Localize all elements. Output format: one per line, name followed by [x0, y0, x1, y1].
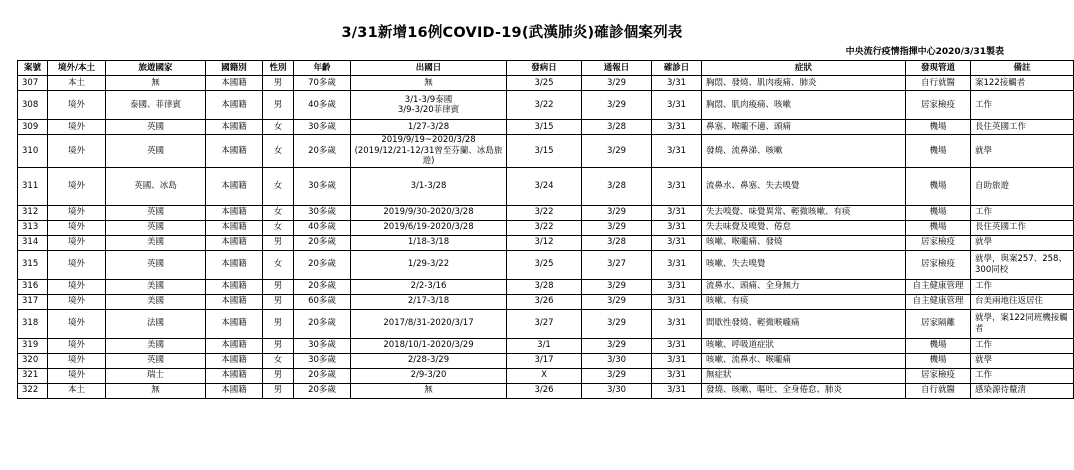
cell-confirm-date: 3/31: [652, 167, 702, 205]
cell-origin: 境外: [48, 353, 106, 368]
cell-age: 20多歲: [294, 309, 351, 338]
cell-onset-date: X: [507, 368, 582, 383]
col-header-age: 年齡: [294, 61, 351, 76]
cell-origin: 境外: [48, 167, 106, 205]
cell-departure-date: 2018/10/1-2020/3/29: [351, 338, 507, 353]
cell-detection: 居家檢疫: [906, 235, 971, 250]
table-row: [18, 250, 1074, 279]
cell-confirm-date: 3/31: [652, 235, 702, 250]
col-header-onset-date: 發病日: [507, 61, 582, 76]
cell-report-date: 3/29: [582, 220, 652, 235]
cell-travel-country: 美國: [106, 235, 206, 250]
cell-symptoms: 發燒、流鼻涕、咳嗽: [702, 135, 906, 168]
cell-departure-date: 2019/6/19-2020/3/28: [351, 220, 507, 235]
cell-symptoms: 流鼻水、鼻塞、失去嗅覺: [702, 167, 906, 205]
cell-sex: 女: [263, 120, 294, 135]
table-row: [18, 120, 1074, 135]
cell-confirm-date: 3/31: [652, 368, 702, 383]
cell-onset-date: 3/28: [507, 279, 582, 294]
cell-case-no: 319: [18, 338, 48, 353]
table-row: [18, 383, 1074, 398]
cell-symptoms: 間歇性發燒、輕微喉嚨痛: [702, 309, 906, 338]
cell-origin: 境外: [48, 338, 106, 353]
cell-origin: 境外: [48, 91, 106, 120]
table-row: [18, 91, 1074, 120]
cell-departure-date: 2019/9/30-2020/3/28: [351, 205, 507, 220]
cell-travel-country: 無: [106, 76, 206, 91]
table-header-row: [18, 61, 1074, 76]
cell-case-no: 311: [18, 167, 48, 205]
col-header-report-date: 通報日: [582, 61, 652, 76]
cell-notes: 工作: [971, 338, 1074, 353]
cell-age: 20多歲: [294, 368, 351, 383]
cell-detection: 自主健康管理: [906, 279, 971, 294]
cell-notes: 工作: [971, 368, 1074, 383]
cell-nationality: 本國籍: [206, 76, 263, 91]
cell-nationality: 本國籍: [206, 309, 263, 338]
cell-confirm-date: 3/31: [652, 76, 702, 91]
cell-departure-date: 無: [351, 76, 507, 91]
col-header-confirm-date: 確診日: [652, 61, 702, 76]
table-row: [18, 235, 1074, 250]
cell-travel-country: 英國: [106, 120, 206, 135]
table-row: [18, 353, 1074, 368]
col-header-travel-country: 旅遊國家: [106, 61, 206, 76]
cell-detection: 居家檢疫: [906, 250, 971, 279]
cell-sex: 女: [263, 205, 294, 220]
cell-origin: 境外: [48, 120, 106, 135]
cell-case-no: 310: [18, 135, 48, 168]
cell-report-date: 3/28: [582, 120, 652, 135]
cell-onset-date: 3/25: [507, 250, 582, 279]
cell-report-date: 3/29: [582, 205, 652, 220]
cell-symptoms: 鼻塞、喉嚨不適、頭痛: [702, 120, 906, 135]
cell-detection: 機場: [906, 338, 971, 353]
cell-symptoms: 咳嗽、呼吸道症狀: [702, 338, 906, 353]
cell-report-date: 3/28: [582, 167, 652, 205]
cell-travel-country: 英國: [106, 135, 206, 168]
cell-notes: 就學: [971, 353, 1074, 368]
cell-sex: 女: [263, 250, 294, 279]
cell-report-date: 3/29: [582, 76, 652, 91]
col-header-case-no: 案號: [18, 61, 48, 76]
cell-notes: 感染源待釐清: [971, 383, 1074, 398]
cell-notes: 工作: [971, 205, 1074, 220]
cell-detection: 自主健康管理: [906, 294, 971, 309]
cell-departure-date: 1/27-3/28: [351, 120, 507, 135]
cell-symptoms: 咳嗽、失去嗅覺: [702, 250, 906, 279]
cell-symptoms: 失去味覺及嗅覺、倦怠: [702, 220, 906, 235]
table-row: [18, 167, 1074, 205]
cell-departure-date: 2/9-3/20: [351, 368, 507, 383]
cell-notes: 就學: [971, 235, 1074, 250]
cell-onset-date: 3/22: [507, 205, 582, 220]
cell-sex: 男: [263, 309, 294, 338]
cell-confirm-date: 3/31: [652, 353, 702, 368]
cell-confirm-date: 3/31: [652, 120, 702, 135]
cell-case-no: 314: [18, 235, 48, 250]
cell-travel-country: 英國: [106, 250, 206, 279]
cell-onset-date: 3/24: [507, 167, 582, 205]
cell-origin: 境外: [48, 220, 106, 235]
cell-age: 20多歲: [294, 250, 351, 279]
cell-travel-country: 無: [106, 383, 206, 398]
col-header-sex: 性別: [263, 61, 294, 76]
cell-case-no: 315: [18, 250, 48, 279]
cell-nationality: 本國籍: [206, 353, 263, 368]
cell-travel-country: 英國、冰島: [106, 167, 206, 205]
case-table: [17, 60, 1074, 399]
cell-departure-date: 3/1-3/9泰國 3/9-3/20菲律賓: [351, 91, 507, 120]
cell-age: 20多歲: [294, 279, 351, 294]
cell-departure-date: 2/17-3/18: [351, 294, 507, 309]
source-label: 中央流行疫情指揮中心2020/3/31製表: [845, 47, 1004, 57]
cell-detection: 機場: [906, 167, 971, 205]
cell-age: 30多歲: [294, 205, 351, 220]
col-header-nationality: 國籍別: [206, 61, 263, 76]
cell-case-no: 309: [18, 120, 48, 135]
cell-symptoms: 胸悶、肌肉痠痛、咳嗽: [702, 91, 906, 120]
cell-notes: 台美兩地往返居住: [971, 294, 1074, 309]
cell-departure-date: 2/2-3/16: [351, 279, 507, 294]
cell-report-date: 3/30: [582, 353, 652, 368]
cell-detection: 機場: [906, 220, 971, 235]
cell-detection: 居家檢疫: [906, 368, 971, 383]
cell-nationality: 本國籍: [206, 91, 263, 120]
cell-detection: 機場: [906, 205, 971, 220]
cell-case-no: 313: [18, 220, 48, 235]
cell-notes: 工作: [971, 91, 1074, 120]
cell-notes: 自助旅遊: [971, 167, 1074, 205]
cell-confirm-date: 3/31: [652, 135, 702, 168]
cell-nationality: 本國籍: [206, 250, 263, 279]
table-row: [18, 368, 1074, 383]
cell-origin: 境外: [48, 235, 106, 250]
cell-nationality: 本國籍: [206, 135, 263, 168]
cell-travel-country: 美國: [106, 279, 206, 294]
cell-departure-date: 1/29-3/22: [351, 250, 507, 279]
cell-onset-date: 3/22: [507, 91, 582, 120]
cell-sex: 男: [263, 279, 294, 294]
cell-symptoms: 咳嗽、喉嚨痛、發燒: [702, 235, 906, 250]
cell-origin: 境外: [48, 279, 106, 294]
cell-onset-date: 3/25: [507, 76, 582, 91]
cell-departure-date: 2019/9/19~2020/3/28 (2019/12/21-12/31曾至芬蘭、冰島旅遊): [351, 135, 507, 168]
cell-detection: 機場: [906, 353, 971, 368]
cell-departure-date: 2/28-3/29: [351, 353, 507, 368]
cell-confirm-date: 3/31: [652, 205, 702, 220]
cell-age: 20多歲: [294, 135, 351, 168]
cell-departure-date: 2017/8/31-2020/3/17: [351, 309, 507, 338]
cell-notes: 工作: [971, 279, 1074, 294]
cell-symptoms: 流鼻水、頭痛、全身無力: [702, 279, 906, 294]
cell-report-date: 3/29: [582, 91, 652, 120]
cell-travel-country: 英國: [106, 220, 206, 235]
cell-case-no: 312: [18, 205, 48, 220]
cell-travel-country: 英國: [106, 205, 206, 220]
col-header-origin: 境外/本土: [48, 61, 106, 76]
cell-origin: 本土: [48, 383, 106, 398]
cell-detection: 機場: [906, 120, 971, 135]
cell-notes: 案122接觸者: [971, 76, 1074, 91]
cell-symptoms: 發燒、咳嗽、嘔吐、全身倦怠、肺炎: [702, 383, 906, 398]
cell-sex: 女: [263, 167, 294, 205]
cell-travel-country: 英國: [106, 353, 206, 368]
cell-travel-country: 泰國、菲律賓: [106, 91, 206, 120]
cell-onset-date: 3/26: [507, 294, 582, 309]
cell-confirm-date: 3/31: [652, 91, 702, 120]
cell-age: 30多歲: [294, 167, 351, 205]
cell-notes: 就學，案122同班機接觸者: [971, 309, 1074, 338]
cell-confirm-date: 3/31: [652, 294, 702, 309]
cell-nationality: 本國籍: [206, 338, 263, 353]
cell-confirm-date: 3/31: [652, 383, 702, 398]
cell-report-date: 3/29: [582, 294, 652, 309]
cell-age: 30多歲: [294, 353, 351, 368]
cell-sex: 男: [263, 235, 294, 250]
cell-sex: 女: [263, 220, 294, 235]
cell-departure-date: 3/1-3/28: [351, 167, 507, 205]
col-header-notes: 備註: [971, 61, 1074, 76]
cell-origin: 境外: [48, 368, 106, 383]
table-row: [18, 294, 1074, 309]
cell-case-no: 318: [18, 309, 48, 338]
cell-case-no: 316: [18, 279, 48, 294]
cell-detection: 自行就醫: [906, 76, 971, 91]
cell-confirm-date: 3/31: [652, 309, 702, 338]
table-row: [18, 76, 1074, 91]
cell-age: 60多歲: [294, 294, 351, 309]
table-row: [18, 279, 1074, 294]
cell-confirm-date: 3/31: [652, 279, 702, 294]
cell-nationality: 本國籍: [206, 383, 263, 398]
cell-confirm-date: 3/31: [652, 220, 702, 235]
cell-report-date: 3/29: [582, 309, 652, 338]
cell-notes: 長住英國工作: [971, 220, 1074, 235]
cell-symptoms: 咳嗽、流鼻水、喉嚨痛: [702, 353, 906, 368]
cell-case-no: 308: [18, 91, 48, 120]
cell-origin: 境外: [48, 294, 106, 309]
cell-age: 20多歲: [294, 235, 351, 250]
cell-confirm-date: 3/31: [652, 338, 702, 353]
cell-onset-date: 3/1: [507, 338, 582, 353]
cell-origin: 境外: [48, 135, 106, 168]
cell-nationality: 本國籍: [206, 294, 263, 309]
cell-onset-date: 3/22: [507, 220, 582, 235]
cell-onset-date: 3/12: [507, 235, 582, 250]
cell-symptoms: 胸悶、發燒、肌肉痠痛、肺炎: [702, 76, 906, 91]
cell-nationality: 本國籍: [206, 205, 263, 220]
cell-age: 70多歲: [294, 76, 351, 91]
cell-travel-country: 美國: [106, 294, 206, 309]
cell-travel-country: 美國: [106, 338, 206, 353]
cell-detection: 機場: [906, 135, 971, 168]
cell-report-date: 3/29: [582, 368, 652, 383]
cell-notes: 就學: [971, 135, 1074, 168]
cell-onset-date: 3/17: [507, 353, 582, 368]
cell-symptoms: 失去嗅覺、味覺異常、輕微咳嗽、有痰: [702, 205, 906, 220]
col-header-symptoms: 症狀: [702, 61, 906, 76]
cell-sex: 男: [263, 91, 294, 120]
cell-departure-date: 無: [351, 383, 507, 398]
cell-case-no: 321: [18, 368, 48, 383]
cell-origin: 本土: [48, 76, 106, 91]
cell-onset-date: 3/15: [507, 120, 582, 135]
cell-detection: 居家隔離: [906, 309, 971, 338]
cell-nationality: 本國籍: [206, 120, 263, 135]
col-header-detection: 發現管道: [906, 61, 971, 76]
cell-age: 40多歲: [294, 91, 351, 120]
cell-case-no: 320: [18, 353, 48, 368]
cell-notes: 就學，與案257、258、300同校: [971, 250, 1074, 279]
cell-sex: 女: [263, 353, 294, 368]
cell-origin: 境外: [48, 309, 106, 338]
cell-case-no: 307: [18, 76, 48, 91]
cell-detection: 自行就醫: [906, 383, 971, 398]
cell-sex: 男: [263, 368, 294, 383]
cell-detection: 居家檢疫: [906, 91, 971, 120]
cell-nationality: 本國籍: [206, 368, 263, 383]
table-row: [18, 338, 1074, 353]
cell-sex: 男: [263, 338, 294, 353]
cell-report-date: 3/28: [582, 235, 652, 250]
cell-report-date: 3/30: [582, 383, 652, 398]
cell-nationality: 本國籍: [206, 279, 263, 294]
cell-departure-date: 1/18-3/18: [351, 235, 507, 250]
cell-case-no: 317: [18, 294, 48, 309]
table-row: [18, 220, 1074, 235]
cell-onset-date: 3/27: [507, 309, 582, 338]
table-row: [18, 309, 1074, 338]
cell-origin: 境外: [48, 205, 106, 220]
cell-symptoms: 咳嗽、有痰: [702, 294, 906, 309]
cell-case-no: 322: [18, 383, 48, 398]
cell-age: 30多歲: [294, 120, 351, 135]
table-row: [18, 135, 1074, 168]
col-header-departure-date: 出國日: [351, 61, 507, 76]
table-row: [18, 205, 1074, 220]
cell-sex: 男: [263, 383, 294, 398]
cell-age: 20多歲: [294, 383, 351, 398]
cell-confirm-date: 3/31: [652, 250, 702, 279]
cell-origin: 境外: [48, 250, 106, 279]
page-title: 3/31新增16例COVID-19(武漢肺炎)確診個案列表: [341, 25, 683, 41]
cell-age: 30多歲: [294, 338, 351, 353]
cell-nationality: 本國籍: [206, 220, 263, 235]
cell-report-date: 3/29: [582, 279, 652, 294]
cell-report-date: 3/27: [582, 250, 652, 279]
cell-nationality: 本國籍: [206, 167, 263, 205]
cell-report-date: 3/29: [582, 135, 652, 168]
cell-age: 40多歲: [294, 220, 351, 235]
cell-onset-date: 3/15: [507, 135, 582, 168]
cell-nationality: 本國籍: [206, 235, 263, 250]
cell-onset-date: 3/26: [507, 383, 582, 398]
cell-sex: 女: [263, 135, 294, 168]
cell-notes: 長住英國工作: [971, 120, 1074, 135]
cell-sex: 男: [263, 76, 294, 91]
cell-travel-country: 法國: [106, 309, 206, 338]
cell-report-date: 3/29: [582, 338, 652, 353]
cell-travel-country: 瑞士: [106, 368, 206, 383]
cell-symptoms: 無症狀: [702, 368, 906, 383]
cell-sex: 男: [263, 294, 294, 309]
